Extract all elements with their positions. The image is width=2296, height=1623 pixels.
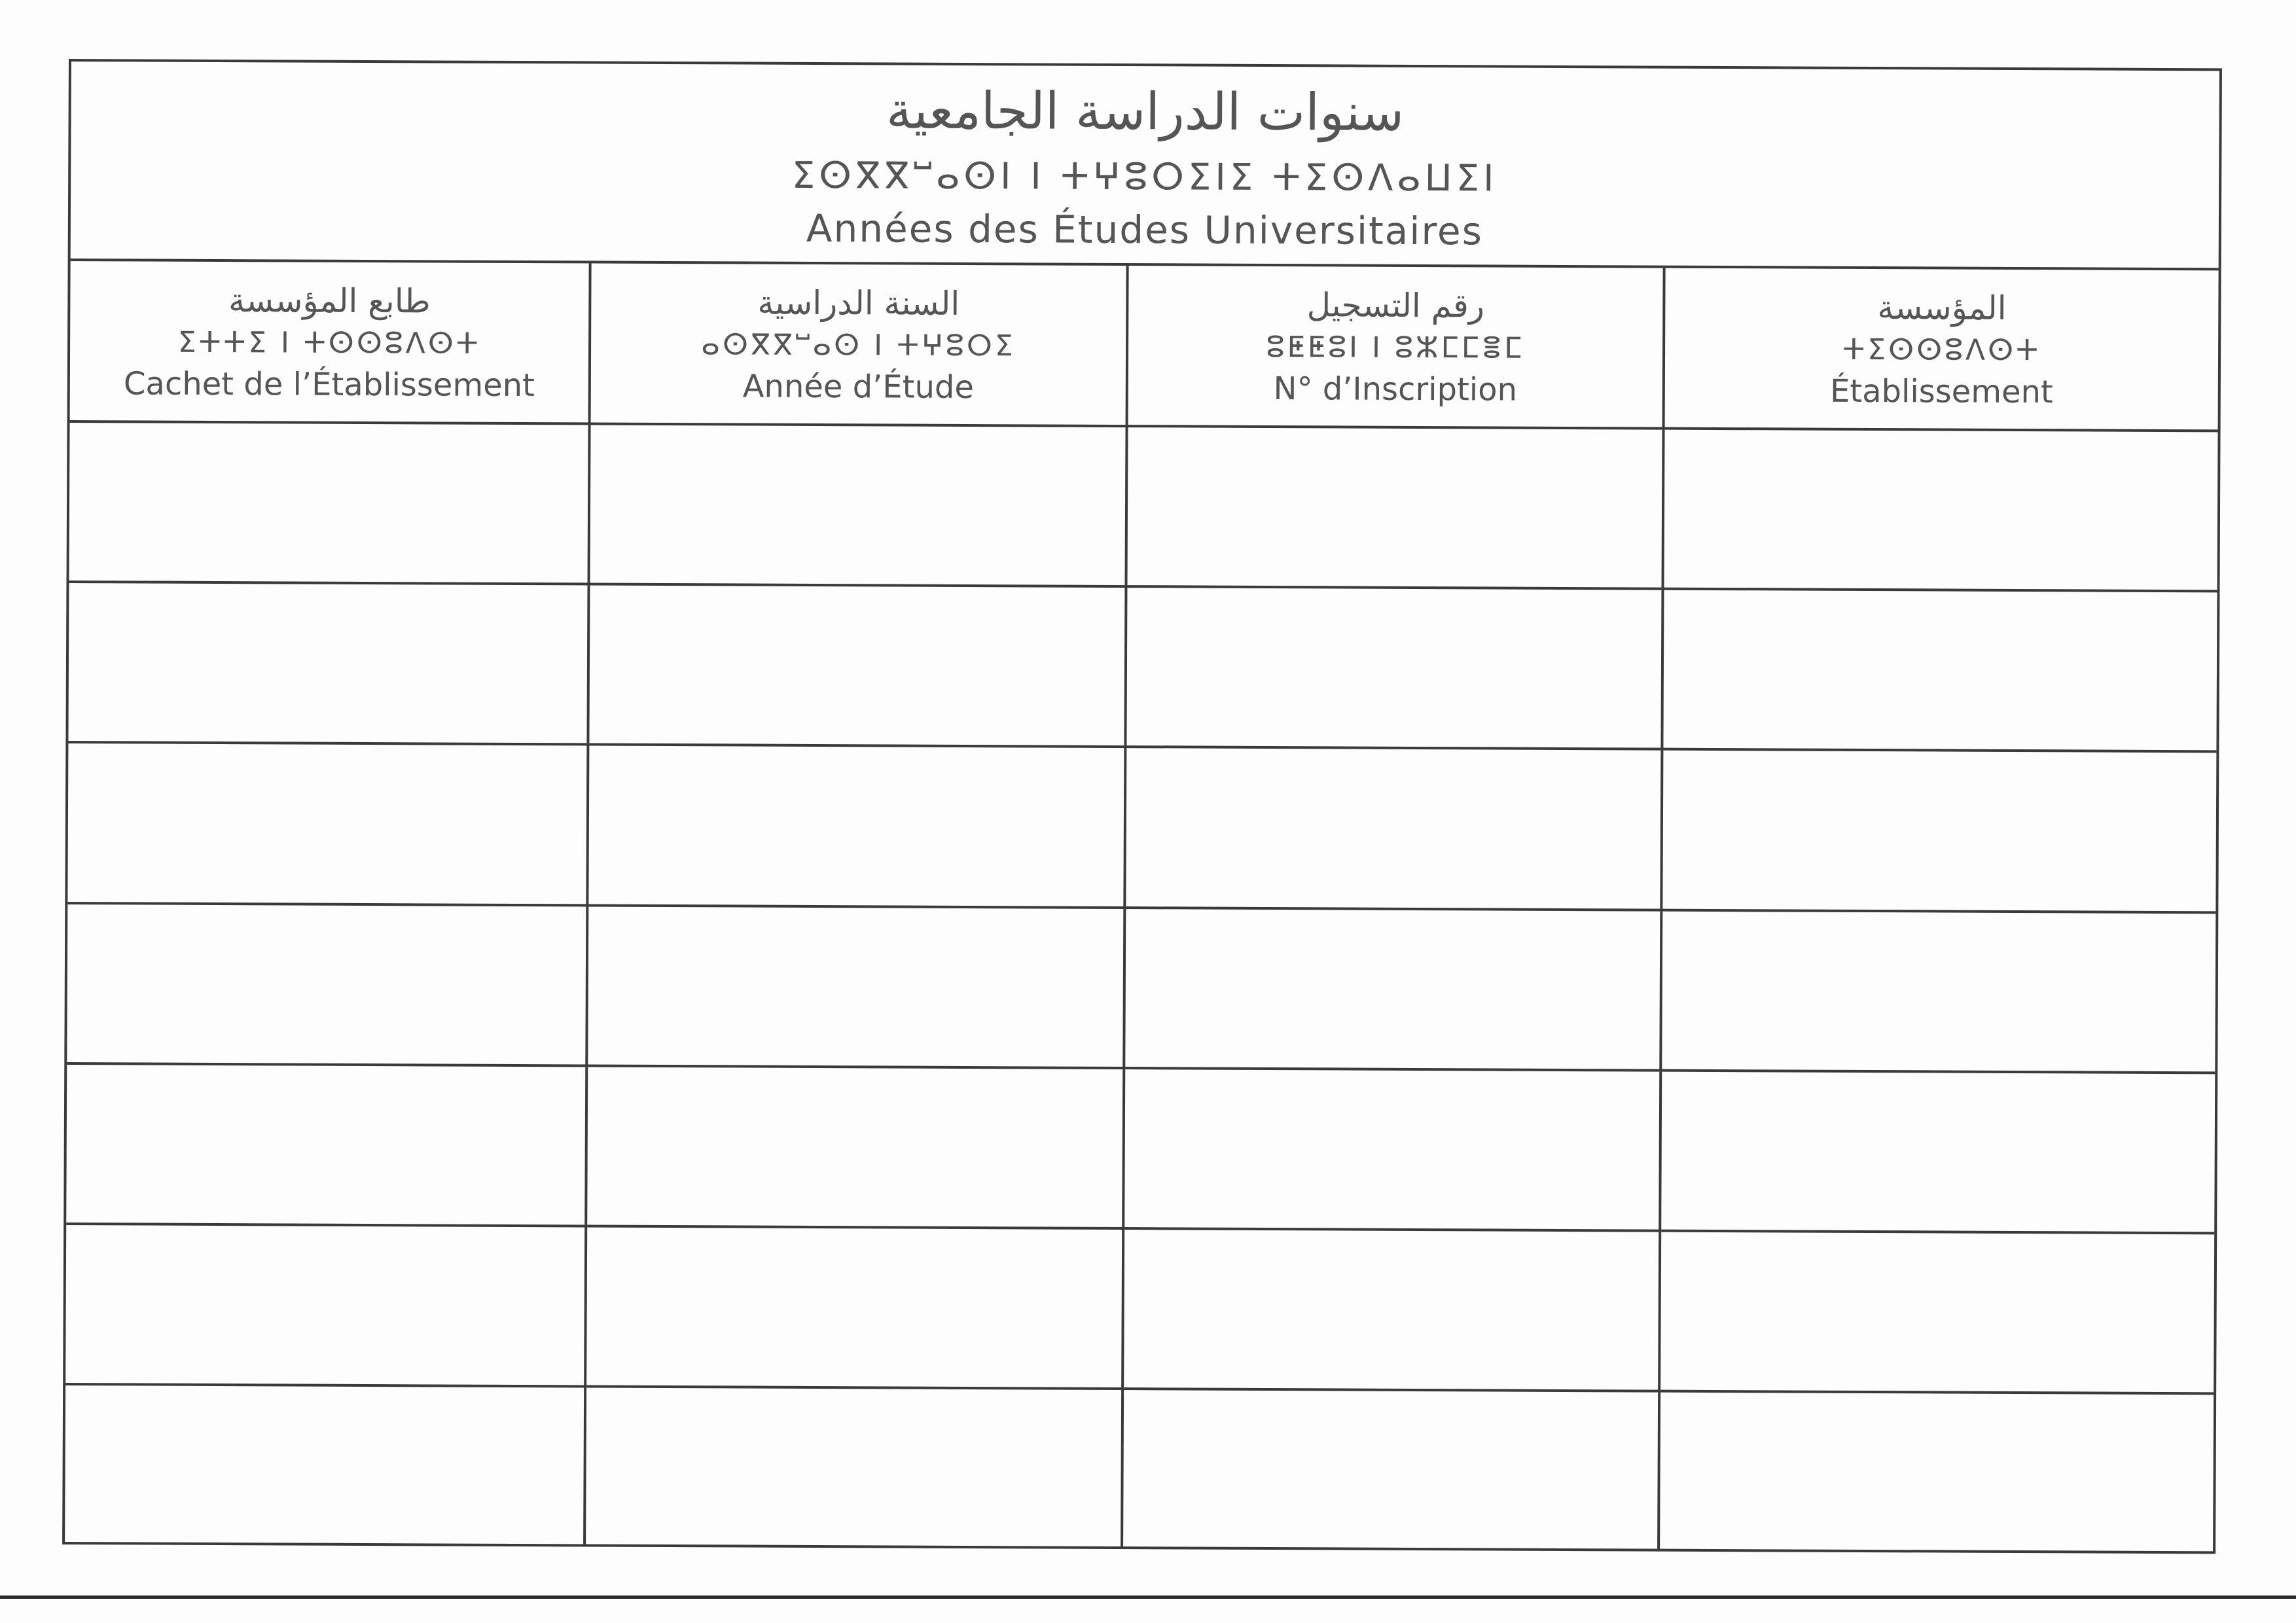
header-cell-registration-number (1126, 266, 1664, 429)
table-cell (588, 584, 1126, 747)
table-row (69, 421, 2218, 591)
header-cell-stamp (70, 261, 590, 424)
header-study-year-tifinagh: ⴰⵙⴳⴳⵯⴰⵙ ⵏ ⵜⵖⵓⵔⵉ (701, 327, 1016, 363)
header-registration-tifinagh: ⵓⵟⵟⵓⵏ ⵏ ⵓⵣⵎⵎⴻⵎ (1266, 330, 1525, 365)
header-cell-institution (1664, 268, 2219, 431)
header-study-year-french: Année d’Étude (742, 368, 975, 406)
form-title-arabic: سنوات الدراسة الجامعية (886, 81, 1405, 143)
table-cell (1126, 426, 1664, 589)
university-years-form (62, 59, 2222, 1554)
table-cell (1122, 1228, 1660, 1391)
table-cell (586, 1065, 1124, 1228)
table-cell (1661, 910, 2216, 1073)
table-cell (1124, 747, 1662, 910)
table-cell (1659, 1230, 2214, 1393)
form-title-block (71, 62, 2219, 270)
table-cell (584, 1386, 1122, 1549)
table-row (65, 1384, 2214, 1554)
table-row (68, 582, 2217, 751)
table-cell (1659, 1391, 2214, 1554)
header-institution-arabic: المؤسسة (1877, 288, 2007, 327)
table-cell (65, 1224, 586, 1387)
table-row (67, 903, 2215, 1073)
table-cell (66, 1063, 586, 1226)
table-row (67, 742, 2216, 912)
table-cell (1662, 749, 2217, 912)
table-cell (588, 745, 1126, 908)
header-institution-french: Établissement (1829, 372, 2053, 410)
table-cell (1124, 908, 1662, 1071)
table-cell (1122, 1389, 1660, 1552)
header-registration-french: N° d’Inscription (1273, 370, 1518, 408)
table-cell (67, 742, 588, 905)
table-cell (1123, 1068, 1661, 1231)
form-title-tifinagh: ⵉⵙⴳⴳⵯⴰⵙⵏ ⵏ ⵜⵖⵓⵔⵉⵏⵉ ⵜⵉⵙⴷⴰⵡⵉⵏ (791, 154, 1498, 200)
table-cell (587, 905, 1125, 1068)
header-cell-study-year (590, 263, 1128, 426)
table-cell (67, 903, 587, 1066)
records-table (65, 261, 2219, 1554)
table-cell (589, 424, 1127, 587)
table-cell (585, 1226, 1123, 1389)
header-stamp-french: Cachet de l’Établissement (123, 365, 535, 404)
table-cell (1125, 586, 1663, 749)
table-cell (68, 582, 588, 745)
table-cell (69, 421, 590, 584)
header-stamp-tifinagh: ⵉⵜⵜⵉ ⵏ ⵜⵙⵙⵓⴷⵙⵜ (177, 325, 481, 361)
header-study-year-arabic: السنة الدراسية (757, 283, 960, 323)
table-row (66, 1063, 2215, 1233)
header-registration-arabic: رقم التسجيل (1306, 285, 1485, 325)
table-header-row (70, 261, 2219, 431)
header-stamp-arabic: طابع المؤسسة (228, 281, 431, 320)
form-title-french: Années des Études Universitaires (806, 205, 1484, 254)
page-bottom-rule (0, 1596, 2296, 1599)
table-row (65, 1224, 2214, 1393)
table-cell (1660, 1070, 2215, 1233)
table-cell (1662, 589, 2217, 752)
table-cell (1663, 429, 2218, 592)
table-cell (65, 1384, 585, 1547)
header-institution-tifinagh: ⵜⵉⵙⵙⵓⴷⵙⵜ (1842, 332, 2041, 367)
